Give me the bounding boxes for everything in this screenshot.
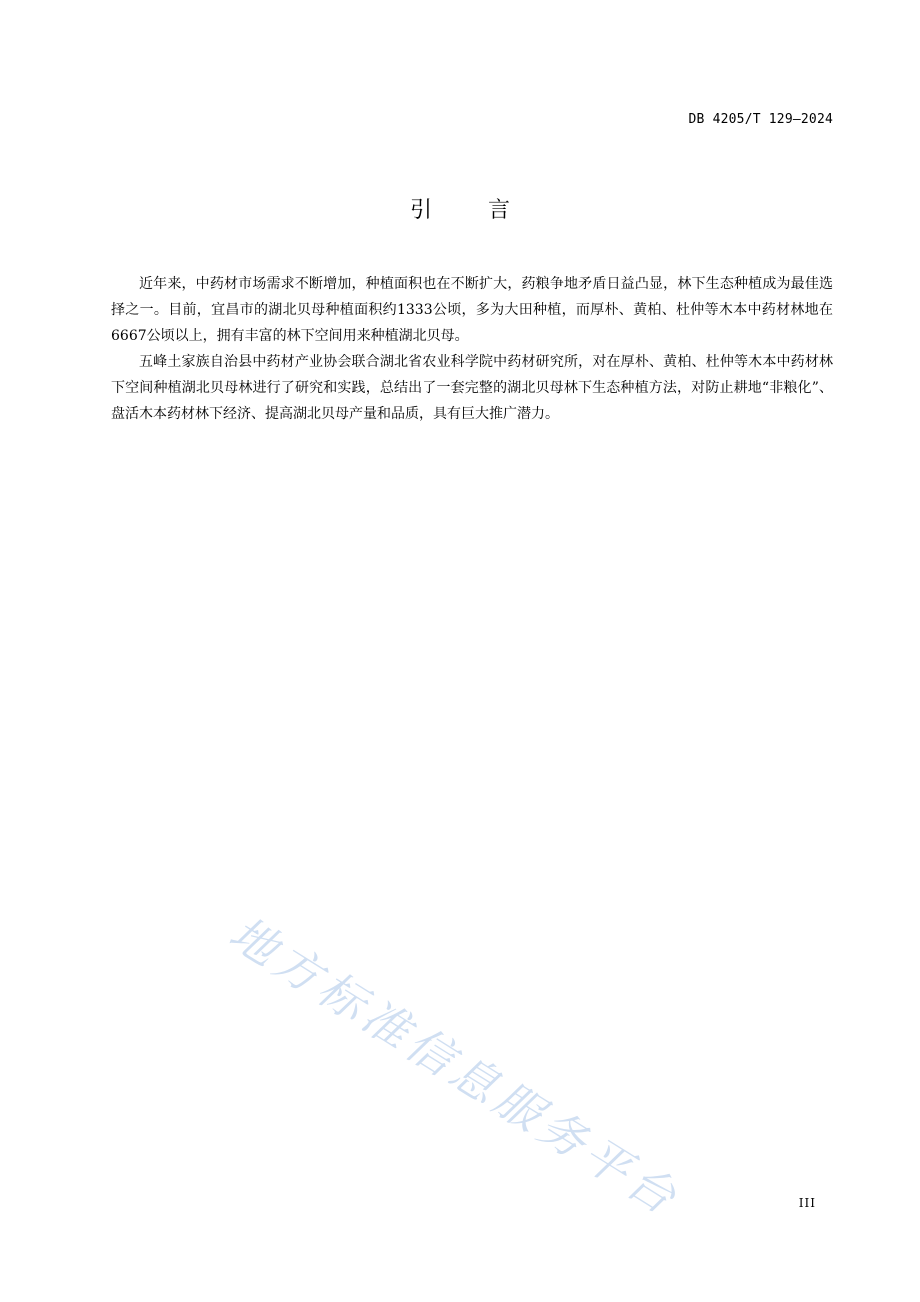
page-number: III [798,1196,816,1210]
paragraph-2: 五峰土家族自治县中药材产业协会联合湖北省农业科学院中药材研究所，对在厚朴、黄柏、杜仲等木本中药材林下空间种植湖北贝母林进行了研究和实践，总结出了一套完整的湖北贝母林下生态种植方法，对防止耕地“非粮化”、盘活木本药材林下经济、提高湖北贝母产量和品质，具有巨大推广潜力。 [111,354,833,422]
watermark: 地方标准信息服务平台 [220,905,690,1227]
section-title: 引言 [409,198,566,223]
body-text [111,271,833,427]
document-code: DB 4205/T 129—2024 [688,112,833,127]
paragraph-1: 近年来，中药材市场需求不断增加，种植面积也在不断扩大，药粮争地矛盾日益凸显，林下生态种植成为最佳选择之一。目前，宜昌市的湖北贝母种植面积约1333公顷，多为大田种植，而厚朴、黄柏、杜仲等木本中药材林地在6667公顷以上，拥有丰富的林下空间用来种植湖北贝母。 [111,276,833,344]
